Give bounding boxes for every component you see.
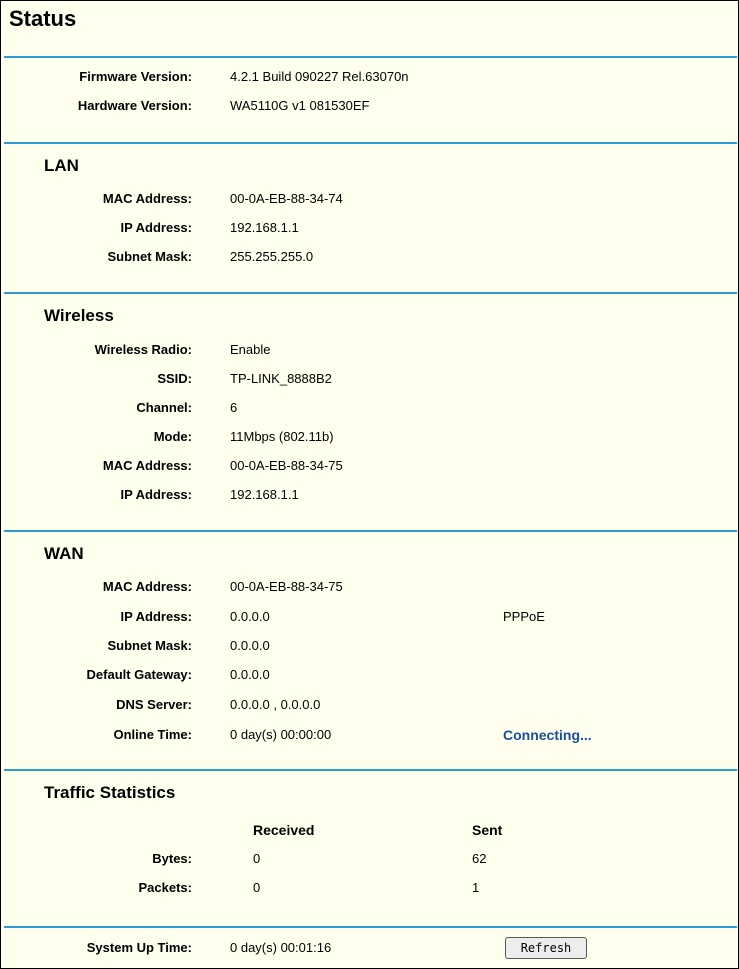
- wireless-section-title: Wireless: [44, 306, 114, 325]
- packets-label: Packets:: [138, 880, 192, 895]
- wan-online-time-label: Online Time:: [113, 727, 192, 742]
- wan-mac-value: 00-0A-EB-88-34-75: [230, 579, 343, 594]
- section-divider: [4, 926, 737, 928]
- section-divider: [4, 530, 737, 532]
- lan-section-title: LAN: [44, 156, 79, 175]
- wireless-channel-value: 6: [230, 400, 238, 415]
- wan-mask-label: Subnet Mask:: [107, 638, 192, 653]
- bytes-sent-value: 62: [472, 851, 487, 866]
- wan-mask-value: 0.0.0.0: [230, 638, 270, 653]
- wan-ip-value: 0.0.0.0: [230, 609, 270, 624]
- lan-mask-value: 255.255.255.0: [230, 249, 314, 264]
- wan-gateway-value: 0.0.0.0: [230, 667, 270, 682]
- traffic-section-title: Traffic Statistics: [44, 783, 176, 802]
- wan-online-time-value: 0 day(s) 00:00:00: [230, 727, 332, 742]
- wireless-radio-value: Enable: [230, 342, 271, 357]
- wireless-ssid-label: SSID:: [157, 371, 192, 386]
- refresh-button[interactable]: Refresh: [505, 937, 587, 959]
- wan-connection-type: PPPoE: [503, 609, 545, 624]
- hardware-version-value: WA5110G v1 081530EF: [230, 98, 370, 113]
- wan-dns-label: DNS Server:: [116, 697, 192, 712]
- section-divider: [4, 142, 737, 144]
- lan-mac-label: MAC Address:: [102, 191, 192, 206]
- bytes-received-value: 0: [253, 851, 261, 866]
- lan-mask-label: Subnet Mask:: [107, 249, 192, 264]
- wireless-mac-label: MAC Address:: [102, 458, 192, 473]
- firmware-version-label: Firmware Version:: [79, 69, 192, 84]
- section-divider: [4, 292, 737, 294]
- packets-received-value: 0: [253, 880, 261, 895]
- wireless-channel-label: Channel:: [136, 400, 192, 415]
- page-title: Status: [9, 6, 77, 31]
- section-divider: [4, 56, 737, 58]
- section-divider: [4, 769, 737, 771]
- system-uptime-value: 0 day(s) 00:01:16: [230, 940, 332, 955]
- wan-mac-label: MAC Address:: [102, 579, 192, 594]
- wireless-mac-value: 00-0A-EB-88-34-75: [230, 458, 343, 473]
- packets-sent-value: 1: [472, 880, 480, 895]
- received-column-header: Received: [253, 822, 315, 838]
- wan-dns-value: 0.0.0.0 , 0.0.0.0: [230, 697, 321, 712]
- bytes-label: Bytes:: [152, 851, 192, 866]
- system-uptime-label: System Up Time:: [86, 940, 192, 955]
- lan-ip-label: IP Address:: [120, 220, 192, 235]
- wireless-mode-label: Mode:: [153, 429, 192, 444]
- lan-mac-value: 00-0A-EB-88-34-74: [230, 191, 343, 206]
- sent-column-header: Sent: [472, 822, 503, 838]
- hardware-version-label: Hardware Version:: [77, 98, 192, 113]
- lan-ip-value: 192.168.1.1: [230, 220, 299, 235]
- wan-ip-label: IP Address:: [120, 609, 192, 624]
- wireless-ip-label: IP Address:: [120, 487, 192, 502]
- wan-section-title: WAN: [44, 544, 84, 563]
- wireless-ip-value: 192.168.1.1: [230, 487, 299, 502]
- connecting-status-link[interactable]: Connecting...: [503, 727, 592, 743]
- wan-gateway-label: Default Gateway:: [86, 667, 192, 682]
- wireless-ssid-value: TP-LINK_8888B2: [230, 371, 332, 386]
- wireless-radio-label: Wireless Radio:: [94, 342, 192, 357]
- firmware-version-value: 4.2.1 Build 090227 Rel.63070n: [230, 69, 409, 84]
- wireless-mode-value: 11Mbps (802.11b): [230, 429, 334, 444]
